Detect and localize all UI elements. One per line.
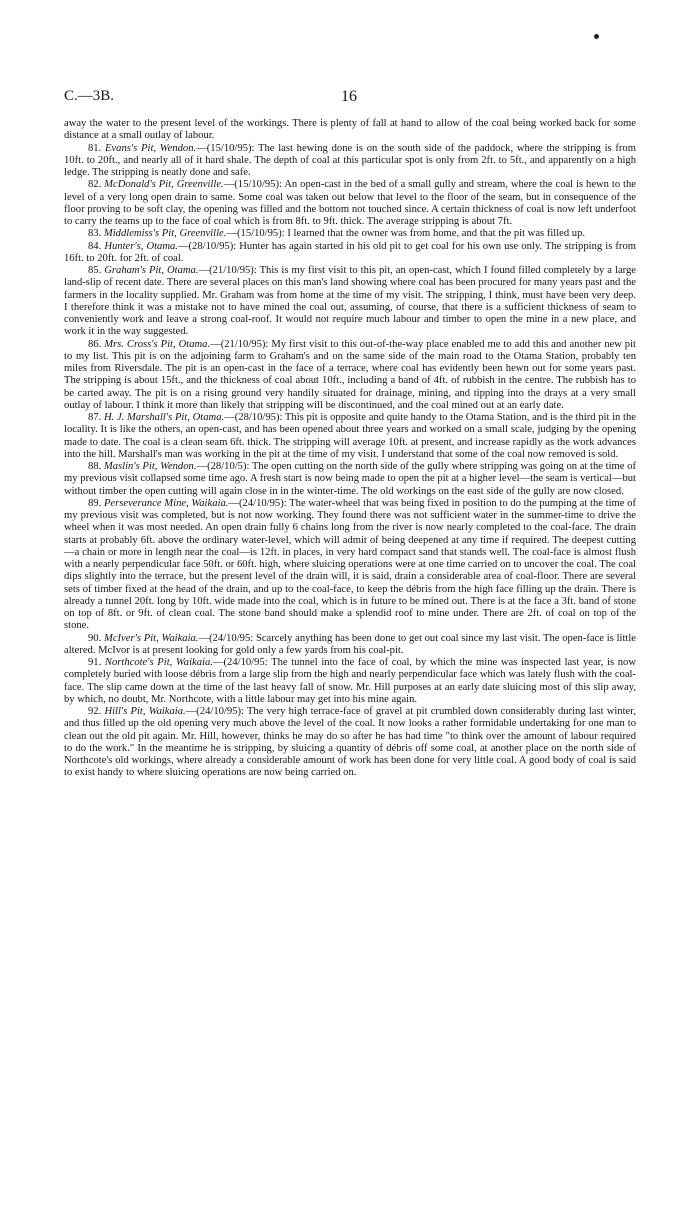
paragraph-88: 88. Maslin's Pit, Wendon.—(28/10/5): The open cutting on the north side of the gully where stripping was going on at the time of my previous visit collapsed some time ago. A fresh start is now being made to open the pit at a higher level—the seam is vertical—but without timber the open cutting will again close in in the winter-time. The old workings on the east side of the gully are now closed. — [64, 461, 636, 497]
paragraph-84: 84. Hunter's, Otama.—(28/10/95): Hunter has again started in his old pit to get coal for his own use only. The stripping is from 16ft. to 20ft. for 2ft. of coal. — [64, 240, 636, 264]
pit-title: Northcote's Pit, Waikaia. — [104, 657, 213, 668]
pit-title: Graham's Pit, Otama. — [104, 265, 199, 276]
pit-title: Maslin's Pit, Wendon. — [103, 461, 197, 472]
pit-title: Hunter's, Otama. — [104, 240, 178, 252]
paragraph-86: 86. Mrs. Cross's Pit, Otama.—(21/10/95): My first visit to this out-of-the-way place enabled me to add this and another new pit to my list. This pit is on the adjoining farm to Graham's and on the same side of the main road to the Otama Station, probably ten miles from Riversdale. The pit is an open-cast in the face of a terrace, where coal has evidently been hewn out for some years past. The stripping is about 15ft., and the thickness of coal about 10ft., including a band of 4ft. of rubbish in the centre. The rubbish has to be carted away. The pit is on a rising ground very handily situated for drainage, mining, and tipping into the drays at a very small outlay of labour. I think it more than likely that stripping will be discontinued, and the coal mined out at an early date. — [64, 338, 636, 411]
pit-title: Evans's Pit, Wendon. — [105, 142, 197, 154]
pit-title: H. J. Marshall's Pit, Otama. — [103, 412, 225, 423]
page-header — [64, 88, 634, 108]
paragraph-90: 90. McIver's Pit, Waikaia.—(24/10/95: Scarcely anything has been done to get out coal since my last visit. The open-face is little altered. McIvor is at present looking for gold only a few yards from his coal-pit. — [64, 632, 636, 656]
report-body — [64, 118, 636, 780]
pit-title: Mrs. Cross's Pit, Otama. — [104, 338, 211, 350]
pit-title: McDonald's Pit, Greenville. — [104, 179, 224, 191]
paragraph-91: 91. Northcote's Pit, Waikaia.—(24/10/95: The tunnel into the face of coal, by which the mine was inspected last year, is now completely buried with loose débris from a large slip from the high and nearly perpendicular face which was lately flush with the coal-face. The slip came down at the time of the last heavy fall of snow. Mr. Hill purposes at an early date sluicing most of this slip away, by which, no doubt, Mr. Northcote, with a little labour may get into his mine again. — [64, 657, 636, 705]
paragraph-87: 87. H. J. Marshall's Pit, Otama.—(28/10/95): This pit is opposite and quite handy to the Otama Station, and is the third pit in the locality. It is like the others, an open-cast, and has been opened about three years and worked on a small scale, judging by the opening made to date. The coal is a clean seam 6ft. thick. The stripping will average 10ft. at present, and increase rapidly as the work advances into the hill. Marshall's man was working in the pit at the time of my visit. I understand that some of the coal now removed is sold. — [64, 412, 636, 460]
paragraph-81: 81. Evans's Pit, Wendon.—(15/10/95): The last hewing done is on the south side of the paddock, where the stripping is from 10ft. to 20ft., and nearly all of it hard shale. The depth of coal at this particular spot is only from 2ft. to 5ft., and apparently on a high ledge. The stripping is neatly done and safe. — [64, 142, 636, 178]
paragraph-83: 83. Middlemiss's Pit, Greenville.—(15/10/95): I learned that the owner was from home, and that the pit was filled up. — [88, 228, 586, 240]
pit-title: Hill's Pit, Waikaia. — [104, 706, 186, 717]
document-reference: C.—3B. — [64, 88, 115, 104]
paragraph-85: 85. Graham's Pit, Otama.—(21/10/95): This is my first visit to this pit, an open-cast, which I found filled completely by a large land-slip of recent date. There are several places on this man's land showing where coal has been procured for many years past and the farmers in the locality supplied. Mr. Graham was from home at the time of my visit. The stripping, I think, must have been very deep. I therefore think it was a mistake not to have mined the coal out, assuming, of course, that there is a sufficient thickness of seam to conveniently work and leave a strong coal-roof. It would not require much labour and timber to open the mine in a new place, and work it in the way suggested. — [64, 265, 636, 338]
pit-title: Middlemiss's Pit, Greenville. — [103, 228, 227, 240]
pit-title: McIver's Pit, Waikaia. — [104, 632, 199, 644]
paragraph-92: 92. Hill's Pit, Waikaia.—(24/10/95): The very high terrace-face of gravel at pit crumbled down considerably during last winter, and thus filled up the old opening very much above the level of the coal. It now looks a rather formidable undertaking for one man to clean out the old pit again. Mr. Hill, however, thinks he may do so after he has had time "to think over the amount of labour required to do the work." In the meantime he is stripping, by sluicing a quantity of débris off some coal, at another place on the north side of Northcote's old workings, where already a considerable amount of work has been done for very little coal. A good body of coal is said to exist handy to where sluicing operations are now being carried on. — [64, 706, 637, 779]
speck-mark — [594, 34, 599, 39]
paragraph-82: 82. McDonald's Pit, Greenville.—(15/10/95): An open-cast in the bed of a small gully and stream, where the coal is hewn to the level of a very long open drain to same. Some coal was taken out below that level to the floor of the seam, but in consequence of the floor proving to be soft clay, the opening was filled and the bottom not touched since. A certain thickness of coal is now left underfoot to carry the teams up to the face of coal which is from 8ft. to 9ft. thick. The average stripping is about 7ft. — [64, 179, 636, 227]
page-number: 16 — [341, 88, 357, 105]
pit-title: Perseverance Mine, Waikaia. — [103, 497, 229, 509]
paragraph-continuation: away the water to the present level of the workings. There is plenty of fall at hand to allow of the coal being worked back for some distance at a small outlay of labour. — [64, 118, 636, 142]
paragraph-89: 89. Perseverance Mine, Waikaia.—(24/10/95): The water-wheel that was being fixed in position to do the pumping at the time of my previous visit was completed, but is not now working. They found there was not sufficient water in the summer-time to drive the wheel when it was most needed. An open drain fully 6 chains long from the river is now nearly completed to the coal-face. The drain starts at probably 6ft. above the ordinary water-level, which will admit of being deepened at any time if required. The deepest cutting—a chain or more in length near the coal—is 12ft. in places, in very hard compact sand that stands well. The coal-face is almost flush with a nearly perpendicular face 50ft. or 60ft. high, where sluicing operations were at one time carried on to uncover the coal. The coal dips slightly into the terrace, but the present level of the drain will, it is said, drain a considerable area of coal-floor. There are several sets of timber fixed at the head of the drain, and up to the coal-face, to keep the débris from the high face filling up the drain. There is already a tunnel 20ft. long by 10ft. wide made into the coal, which is in future to be mined out. There is at the face a 3ft. band of stone on top of 8ft. or 9ft. of clean coal. The stone band should make a splendid roof to mine under. There are 2ft. of coal on top of the stone. — [64, 497, 637, 632]
